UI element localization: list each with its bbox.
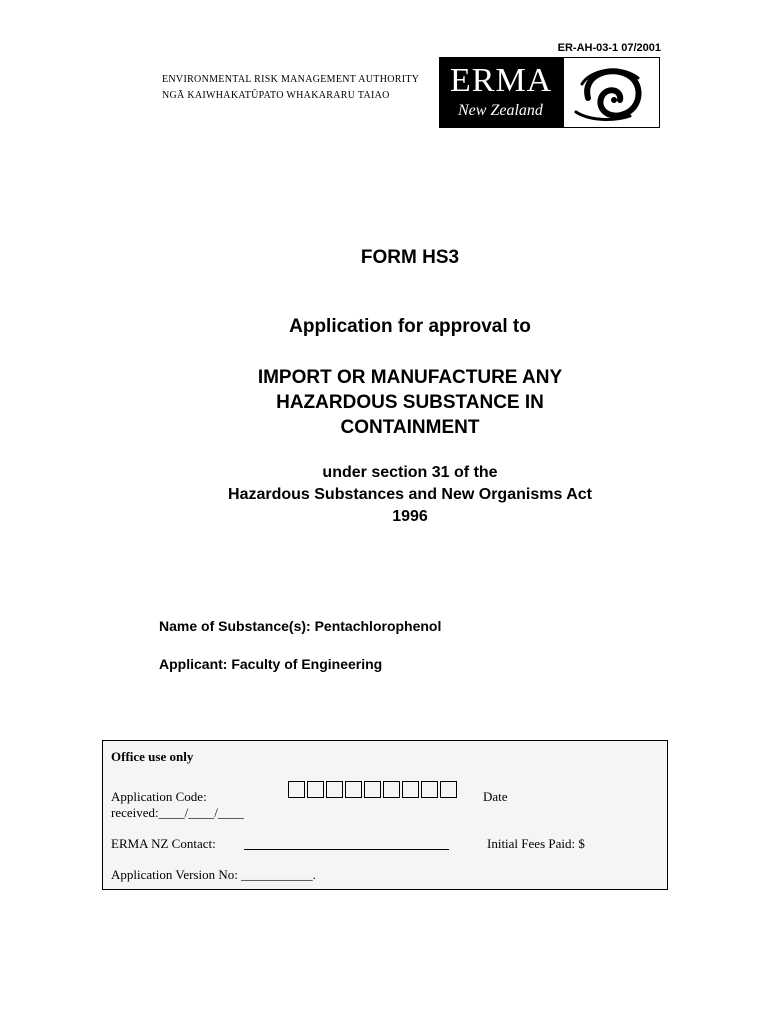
code-box (307, 781, 324, 798)
code-box (421, 781, 438, 798)
code-box (440, 781, 457, 798)
koru-emblem-icon (568, 62, 654, 124)
authority-maori: NGĀ KAIWHAKATŪPATO WHAKARARU TAIAO (162, 90, 390, 101)
office-use-title: Office use only (111, 749, 194, 764)
code-box (383, 781, 400, 798)
document-code: ER-AH-03-1 07/2001 (557, 42, 661, 54)
code-box (402, 781, 419, 798)
code-box (364, 781, 381, 798)
logo-text: ERMA (450, 62, 553, 99)
main-title-line: HAZARDOUS SUBSTANCE IN (276, 392, 544, 413)
contact-line (244, 849, 449, 850)
main-title (0, 365, 770, 440)
section-line: 1996 (392, 508, 428, 525)
applicant-field: Applicant: Faculty of Engineering (159, 656, 383, 672)
authority-name (162, 72, 419, 104)
main-title-line: IMPORT OR MANUFACTURE ANY (257, 367, 563, 388)
date-label: Date (483, 789, 508, 804)
received-date: received:____/____/____ (111, 805, 244, 820)
application-code-label: Application Code: (111, 789, 207, 804)
application-code-boxes (288, 781, 457, 798)
contact-label: ERMA NZ Contact: (111, 836, 216, 851)
section-line: Hazardous Substances and New Organisms Act (228, 486, 592, 503)
erma-logo (439, 57, 660, 128)
section-reference (0, 462, 770, 528)
code-box (326, 781, 343, 798)
application-for: Application for approval to (289, 316, 531, 337)
fees-label: Initial Fees Paid: $ (487, 836, 585, 851)
office-use-box (102, 740, 668, 890)
main-title-line: CONTAINMENT (340, 417, 480, 438)
code-box (345, 781, 362, 798)
authority-english: ENVIRONMENTAL RISK MANAGEMENT AUTHORITY (162, 74, 420, 85)
code-box (288, 781, 305, 798)
form-title: FORM HS3 (360, 247, 460, 268)
version-label: Application Version No: ___________. (111, 867, 316, 882)
logo-subtext: New Zealand (458, 102, 543, 119)
section-line: under section 31 of the (322, 464, 498, 481)
substance-name-field: Name of Substance(s): Pentachlorophenol (159, 618, 442, 634)
logo-wordmark (440, 58, 564, 127)
